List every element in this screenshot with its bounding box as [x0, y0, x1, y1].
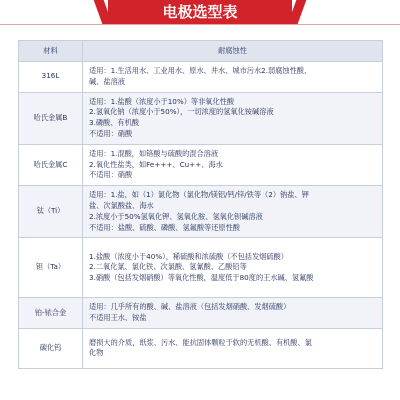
material-cell: 碳化钨	[19, 328, 83, 368]
description-line: 适用：几乎所有的酸、碱、盐溶液（包括发烟硝酸、发烟硫酸）	[89, 302, 291, 312]
material-cell: 钽（Ta）	[19, 238, 83, 298]
corrosion-resistance-cell	[83, 62, 383, 93]
description-line: 适用：1.混酸，如铬酸与硫酸的混合溶液	[89, 148, 219, 158]
table-header-row	[19, 41, 383, 62]
description-line: 不适用王水、铵盐	[89, 313, 147, 323]
title-divider	[0, 24, 400, 25]
description-line: 化物	[89, 348, 104, 358]
corrosion-resistance-cell	[83, 92, 383, 144]
description-line: 适用：1.盐酸（浓度小于10%）等非氧化性酸	[89, 96, 235, 106]
description-line: 盐、次氯酸盐、海水	[89, 200, 154, 210]
page-title: 电极选型表	[108, 0, 292, 24]
description-line: 2.浓度小于50%氢氧化钾、氢氧化胺、氢氧化钡碱溶液	[89, 211, 263, 221]
corrosion-resistance-cell	[83, 186, 383, 238]
material-cell: 铂-铱合金	[19, 298, 83, 329]
description-line: 不适用：硝酸	[89, 170, 133, 180]
material-cell: 316L	[19, 62, 83, 93]
corrosion-resistance-cell	[83, 298, 383, 329]
description-line: 不适用：盐酸、硫酸、磷酸、氢氟酸等还原性酸	[89, 222, 240, 232]
table-row	[19, 298, 383, 329]
description-line: 适用：1.盐，如（1）氯化物（氯化物/镁铝/钙/锌/铁等（2）钠盐、钾	[89, 190, 309, 200]
description-line: 2.氧化性盐类，如Fe+++、Cu++、海水	[89, 159, 223, 169]
table-row	[19, 328, 383, 368]
table-row	[19, 238, 383, 298]
description-line: 3.硝酸（包括发烟硝酸）等氧化性酸，温度低于80度的王水碱、氢氟酸	[89, 273, 314, 283]
description-line: 2.二氧化氯、氯化铁、次氯酸、氢氰酸、乙酸铅等	[89, 262, 247, 272]
description-line: 碱、盐溶液	[89, 76, 125, 86]
corrosion-resistance-cell	[83, 328, 383, 368]
corrosion-resistance-cell	[83, 238, 383, 298]
material-cell: 钛（Ti）	[19, 186, 83, 238]
electrode-selection-table	[18, 40, 383, 369]
corrosion-resistance-cell	[83, 144, 383, 185]
description-line: 不适用：硝酸	[89, 128, 133, 138]
description-line: 3.磷酸、有机酸	[89, 118, 139, 128]
column-header-material: 材料	[19, 41, 83, 62]
description-line: 磨损大的介质，纸浆、污水、能抗固体颗粒于软的无机酸、有机酸、氯	[89, 337, 312, 347]
title-banner	[0, 0, 400, 26]
table-row	[19, 62, 383, 93]
column-header-corrosion-resistance: 耐腐蚀性	[83, 41, 383, 62]
material-cell: 哈氏金属B	[19, 92, 83, 144]
description-line: 1.盐酸（浓度小于40%），稀硫酸和浓硫酸（不包括发烟硫酸）	[89, 251, 288, 261]
table-row	[19, 92, 383, 144]
material-cell: 哈氏金属C	[19, 144, 83, 185]
description-line: 2.氢氧化钠（浓度小于50%），一切浓度的氢氧化铵碱溶液	[89, 107, 274, 117]
description-line: 适用：1.生活用水、工业用水、原水、井水、城市污水2.弱腐蚀性酸、	[89, 66, 312, 75]
table-row	[19, 186, 383, 238]
table-row	[19, 144, 383, 185]
